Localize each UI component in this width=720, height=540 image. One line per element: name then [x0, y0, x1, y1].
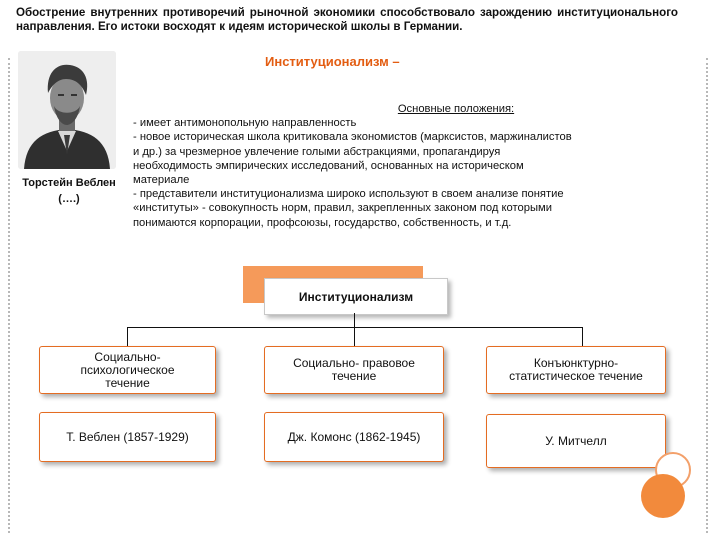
representative-label: У. Митчелл — [545, 433, 607, 448]
portrait-name: Торстейн Веблен — [22, 177, 116, 189]
connector-left — [127, 327, 128, 347]
intro-paragraph: Обострение внутренних противоречий рыночной экономики способствовало зарождению институционального направления. Его истоки восходят к идеям исторической школы в Германии. — [16, 6, 678, 33]
positions-line: материале — [133, 174, 190, 187]
current-label-line: течение — [105, 375, 150, 390]
current-label-line: Конъюнктурно- — [533, 356, 619, 370]
portrait-illustration — [18, 51, 116, 169]
left-dotted-border — [8, 58, 11, 533]
connector-horizontal — [127, 327, 583, 328]
current-node-psychological — [39, 346, 216, 394]
positions-line: - новое историческая школа критиковала экономистов (марксистов, маржиналистов — [133, 131, 572, 144]
current-label-line: психологическое — [80, 362, 175, 377]
current-label-line: Социально- — [94, 349, 161, 364]
representative-label: Дж. Комонс (1862-1945) — [287, 429, 421, 444]
representative-commons — [264, 412, 444, 462]
decorative-circle-filled — [641, 474, 685, 518]
connector-right — [582, 327, 583, 347]
positions-line: «институты» - совокупность норм, правил, закрепленных законом под которыми — [133, 202, 552, 215]
current-label-line: Социально- правовое — [293, 356, 415, 370]
current-label-line: статистическое течение — [509, 369, 643, 383]
main-positions — [133, 102, 689, 230]
representative-veblen — [39, 412, 216, 462]
diagram-root-node: Институционализм — [264, 278, 448, 315]
current-node-statistical — [486, 346, 666, 394]
positions-line: необходимость эмпирических исследований, основанных на историческом — [133, 159, 524, 172]
positions-title: Основные положения: — [397, 103, 515, 115]
right-dotted-border — [706, 58, 709, 533]
current-node-legal — [264, 346, 444, 394]
connector-middle — [354, 327, 355, 347]
current-label-line: течение — [331, 369, 377, 383]
section-heading: Институционализм – — [265, 54, 400, 69]
portrait-caption — [14, 175, 124, 207]
portrait-note: (….) — [58, 193, 80, 205]
positions-line: - имеет антимонопольную направленность — [133, 117, 357, 130]
portrait-photo — [18, 51, 116, 169]
representative-mitchell — [486, 414, 666, 468]
positions-line: - представители институционализма широко используют в своем анализе понятие — [133, 188, 564, 201]
representative-label: Т. Веблен (1857-1929) — [66, 429, 189, 444]
positions-line: понимаются корпорации, профсоюзы, государство, собственность, и т.д. — [133, 216, 512, 229]
connector-vertical-root — [354, 313, 355, 327]
positions-line: и др.) за чрезмерное увлечение голыми абстракциями, пропагандируя — [133, 145, 501, 158]
